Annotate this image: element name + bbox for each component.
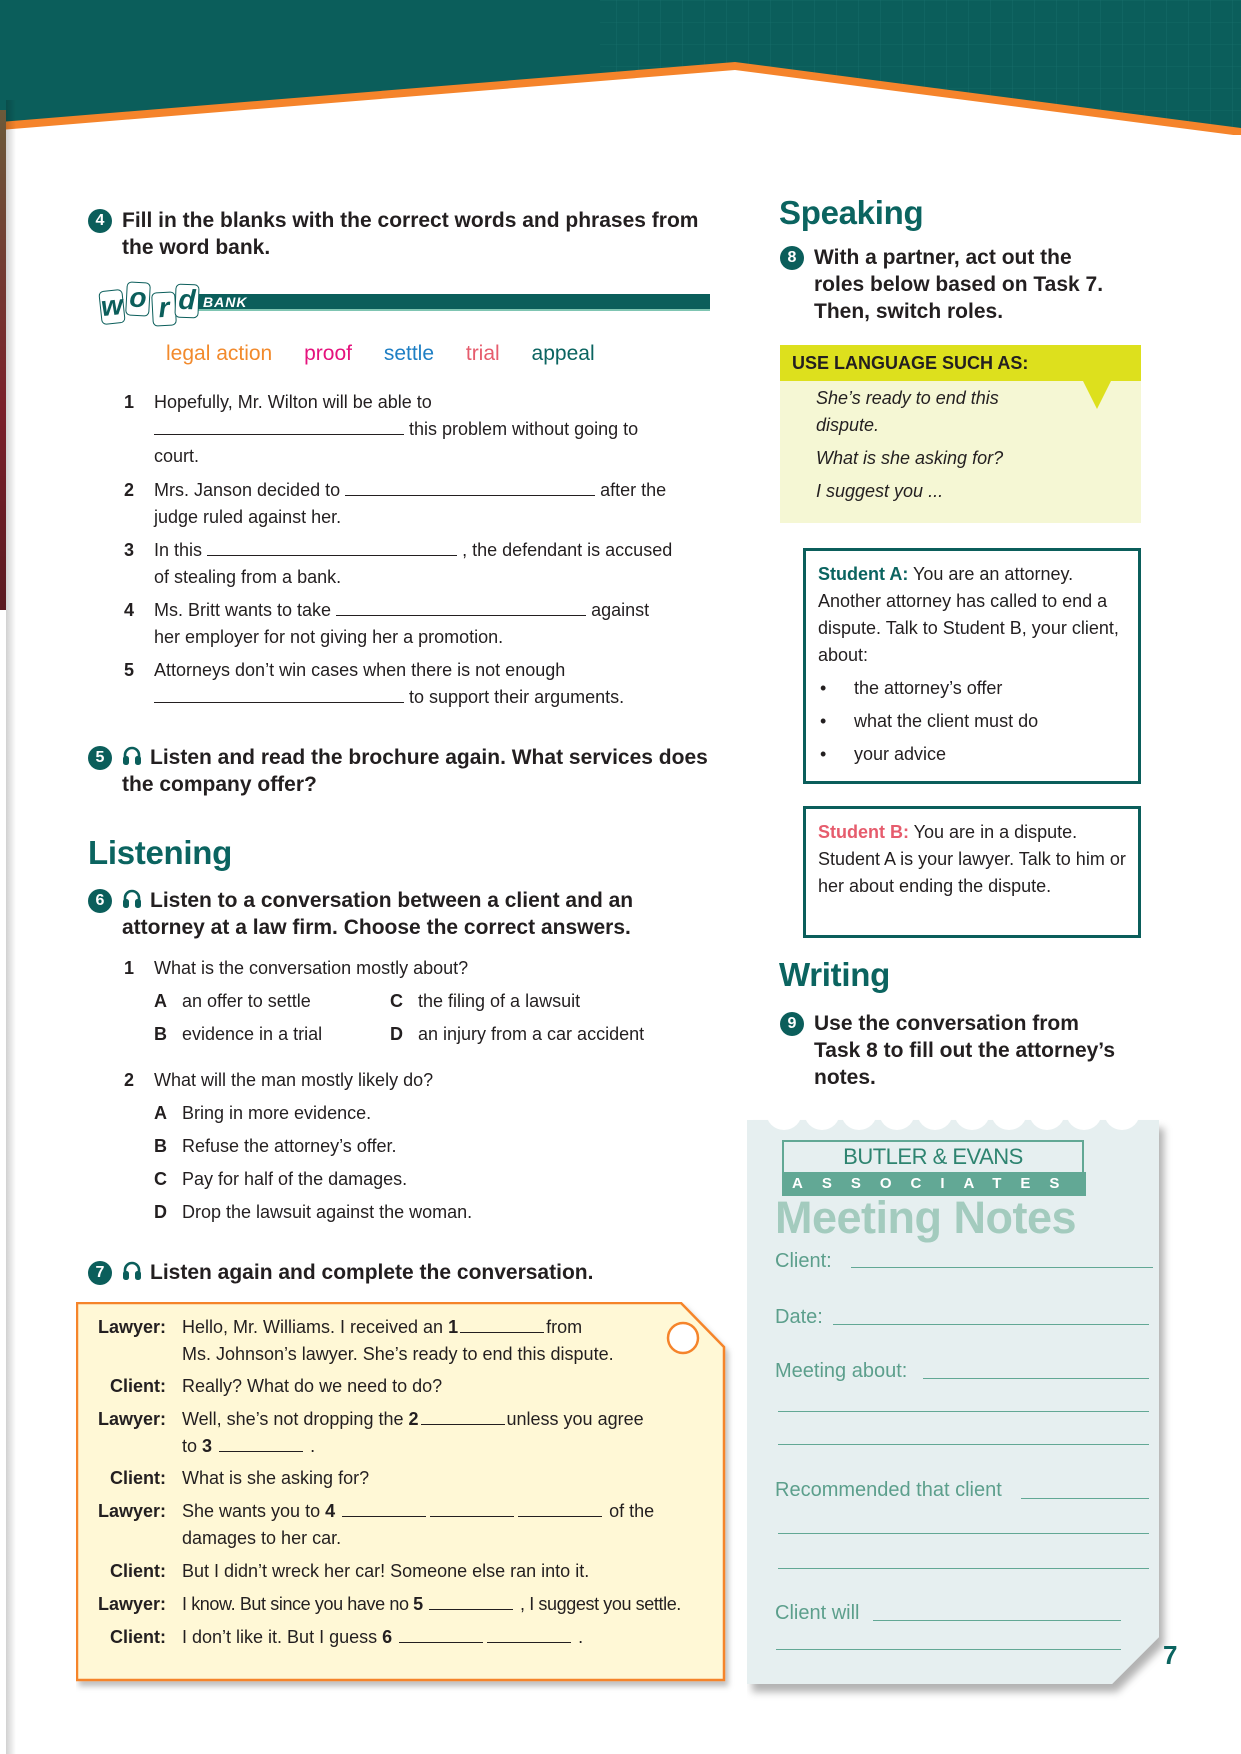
option-letter: D xyxy=(390,1024,403,1044)
client-will-line-2[interactable] xyxy=(776,1649,1121,1650)
answer-blank[interactable] xyxy=(421,1407,505,1425)
task-7-heading xyxy=(88,1259,708,1286)
answer-blank[interactable] xyxy=(219,1434,303,1452)
speaker-label: Lawyer: xyxy=(97,1409,166,1429)
task-5-heading xyxy=(88,744,708,798)
option-letter: A xyxy=(154,1103,167,1123)
fill-in-item xyxy=(124,477,724,531)
answer-blank[interactable] xyxy=(487,1625,571,1643)
meeting-about-line-3[interactable] xyxy=(778,1444,1149,1445)
field-label-date: Date: xyxy=(775,1306,823,1328)
item-text: this problem without going to xyxy=(409,419,639,439)
answer-blank[interactable] xyxy=(429,1592,513,1610)
fill-in-item xyxy=(124,657,724,711)
line-text: . xyxy=(310,1436,316,1456)
language-example: She’s ready to end this xyxy=(816,388,999,408)
option-letter: C xyxy=(154,1169,167,1189)
fill-in-item xyxy=(124,389,724,470)
answer-blank[interactable] xyxy=(399,1625,483,1643)
task-6-heading xyxy=(88,887,708,941)
answer-option[interactable] xyxy=(154,988,311,1015)
item-number: 3 xyxy=(124,540,135,560)
line-text: What is she asking for? xyxy=(182,1468,370,1488)
line-text: I know. But since you have no xyxy=(182,1594,409,1614)
headphones-icon xyxy=(122,745,142,767)
option-text: Drop the lawsuit against the woman. xyxy=(182,1202,473,1222)
line-text: of the xyxy=(609,1501,655,1521)
item-number: 4 xyxy=(124,600,135,620)
meeting-about-line-2[interactable] xyxy=(778,1411,1149,1412)
section-title-speaking: Speaking xyxy=(779,194,924,231)
line-text: Well, she’s not dropping the xyxy=(182,1409,404,1429)
speaker-label: Client: xyxy=(110,1627,166,1647)
word-bank-label: BANK xyxy=(203,294,248,310)
line-text: unless you agree xyxy=(506,1409,644,1429)
item-text: Hopefully, Mr. Wilton will be able to xyxy=(154,392,432,412)
item-text: Attorneys don’t win cases when there is not enough xyxy=(154,660,566,680)
task-instruction: Listen again and complete the conversation. xyxy=(150,1261,594,1284)
notes-title: Meeting Notes xyxy=(775,1192,1077,1243)
student-a-label: Student A: xyxy=(818,564,909,584)
headphones-icon xyxy=(122,888,142,910)
word-bank-word: appeal xyxy=(531,342,595,365)
task-number-badge: 4 xyxy=(88,209,112,233)
option-text: Refuse the attorney’s offer. xyxy=(182,1136,397,1156)
task-8-heading xyxy=(780,244,1120,325)
firm-logo xyxy=(782,1140,1084,1196)
word-bank-words xyxy=(166,342,621,366)
option-text: evidence in a trial xyxy=(182,1024,323,1044)
item-text: of stealing from a bank. xyxy=(154,567,342,587)
blank-number: 4 xyxy=(325,1501,336,1521)
blank-number: 6 xyxy=(382,1627,393,1647)
section-title-listening: Listening xyxy=(88,834,232,871)
question-number: 2 xyxy=(124,1070,135,1090)
line-text: to xyxy=(182,1436,198,1456)
word-bank-word: settle xyxy=(383,342,435,365)
option-letter: B xyxy=(154,1024,167,1044)
question-text: What will the man mostly likely do? xyxy=(154,1070,434,1090)
student-b-card xyxy=(803,806,1141,938)
student-b-label: Student B: xyxy=(818,822,909,842)
answer-blank[interactable] xyxy=(460,1315,544,1333)
option-letter: B xyxy=(154,1136,167,1156)
question-text: What is the conversation mostly about? xyxy=(154,958,469,978)
language-example: dispute. xyxy=(816,415,880,435)
word-bank-tile: w xyxy=(98,289,125,325)
task-instruction: Fill in the blanks with the correct words and phrases from the word bank. xyxy=(122,209,699,259)
item-text: In this xyxy=(154,540,203,560)
word-bank-tile: d xyxy=(174,284,199,319)
item-text: , the defendant is accused xyxy=(462,540,673,560)
task-9-heading xyxy=(780,1010,1130,1091)
question-2 xyxy=(124,1067,724,1094)
line-text: Hello, Mr. Williams. I received an xyxy=(182,1317,444,1337)
item-number: 5 xyxy=(124,660,135,680)
recommended-line-2[interactable] xyxy=(778,1533,1149,1534)
field-label-meeting-about: Meeting about: xyxy=(775,1360,908,1382)
answer-option[interactable] xyxy=(154,1100,371,1127)
speaker-label: Client: xyxy=(110,1468,166,1488)
question-number: 1 xyxy=(124,958,135,978)
item-text: judge ruled against her. xyxy=(154,507,342,527)
speaker-label: Client: xyxy=(110,1376,166,1396)
question-1 xyxy=(124,955,724,982)
speaker-label: Lawyer: xyxy=(97,1317,166,1337)
blank-number: 3 xyxy=(202,1436,213,1456)
meeting-about-field[interactable] xyxy=(923,1378,1149,1379)
item-text: Ms. Britt wants to take xyxy=(154,600,332,620)
line-text: . xyxy=(578,1627,584,1647)
item-text: Mrs. Janson decided to xyxy=(154,480,341,500)
speaker-label: Client: xyxy=(110,1561,166,1581)
option-letter: D xyxy=(154,1202,167,1222)
student-a-text: You are an attorney. Another attorney has called to end a dispute. Talk to Student B, your client, about: xyxy=(818,564,1119,665)
student-a-bullets xyxy=(818,672,1126,771)
line-text: , I suggest you settle. xyxy=(520,1594,681,1614)
item-text: court. xyxy=(154,446,200,466)
firm-name: BUTLER & EVANS xyxy=(782,1140,1084,1174)
option-text: Bring in more evidence. xyxy=(182,1103,372,1123)
task-number-badge: 7 xyxy=(88,1261,112,1285)
word-bank-bar xyxy=(196,294,710,311)
section-title-writing: Writing xyxy=(779,956,890,993)
bullet-item: • what the client must do xyxy=(818,705,1126,738)
bullet-item: • your advice xyxy=(818,738,1126,771)
client-field[interactable] xyxy=(851,1267,1153,1268)
speech-pointer-icon xyxy=(1083,381,1111,409)
line-text: damages to her car. xyxy=(182,1528,342,1548)
word-bank-word: trial xyxy=(465,342,500,365)
word-bank-word: proof xyxy=(304,342,352,365)
answer-option[interactable] xyxy=(154,1199,472,1226)
blank-number: 5 xyxy=(413,1594,423,1614)
task-instruction: With a partner, act out the roles below based on Task 7. Then, switch roles. xyxy=(814,246,1104,323)
line-text: She wants you to xyxy=(182,1501,321,1521)
item-text: to support their arguments. xyxy=(409,687,625,707)
language-example: What is she asking for? xyxy=(816,448,1004,468)
language-box-heading: USE LANGUAGE SUCH AS: xyxy=(780,345,1141,381)
item-text: her employer for not giving her a promotion. xyxy=(154,627,504,647)
header-banner xyxy=(0,0,1241,135)
option-text: Pay for half of the damages. xyxy=(182,1169,408,1189)
firm-subtitle: ASSOCIATES xyxy=(782,1172,1086,1196)
task-number-badge: 6 xyxy=(88,889,112,913)
answer-option[interactable] xyxy=(390,1021,644,1048)
date-field[interactable] xyxy=(833,1324,1149,1325)
item-number: 1 xyxy=(124,392,135,412)
option-text: the filing of a lawsuit xyxy=(418,991,581,1011)
recommended-field[interactable] xyxy=(1021,1498,1149,1499)
task-4-heading xyxy=(88,207,708,261)
option-text: an offer to settle xyxy=(182,991,311,1011)
word-bank-tile: r xyxy=(151,291,177,326)
task-number-badge: 9 xyxy=(780,1012,804,1036)
option-letter: C xyxy=(390,991,403,1011)
language-box xyxy=(780,345,1141,523)
fill-in-item xyxy=(124,537,724,591)
task-instruction: Listen and read the brochure again. What services does the company offer? xyxy=(122,746,708,796)
page-number: 7 xyxy=(1163,1640,1178,1670)
word-bank-tile: o xyxy=(125,281,151,316)
answer-option[interactable] xyxy=(390,988,580,1015)
task-number-badge: 8 xyxy=(780,246,804,270)
answer-blank[interactable] xyxy=(154,417,404,435)
headphones-icon xyxy=(122,1260,142,1282)
task-instruction: Listen to a conversation between a client and an attorney at a law firm. Choose the correct answers. xyxy=(122,889,634,939)
speaker-label: Lawyer: xyxy=(97,1594,166,1614)
task-number-badge: 5 xyxy=(88,746,112,770)
answer-blank[interactable] xyxy=(207,538,457,556)
line-text: from xyxy=(546,1317,583,1337)
recommended-line-3[interactable] xyxy=(778,1568,1149,1569)
bullet-item: • the attorney’s offer xyxy=(818,672,1126,705)
option-text: an injury from a car accident xyxy=(418,1024,645,1044)
field-label-client-will: Client will xyxy=(775,1602,860,1624)
page-binding-shadow xyxy=(6,100,16,1754)
line-text: But I didn’t wreck her car! Someone else ran into it. xyxy=(182,1561,590,1581)
answer-blank[interactable] xyxy=(518,1499,602,1517)
answer-blank[interactable] xyxy=(336,598,586,616)
line-text: Really? What do we need to do? xyxy=(182,1376,443,1396)
line-text: I don’t like it. But I guess xyxy=(182,1627,378,1647)
answer-blank[interactable] xyxy=(430,1499,514,1517)
answer-option[interactable] xyxy=(154,1133,396,1160)
item-text: against xyxy=(591,600,650,620)
field-label-client: Client: xyxy=(775,1250,832,1272)
student-a-card xyxy=(803,548,1141,784)
answer-option[interactable] xyxy=(154,1166,407,1193)
line-text: Ms. Johnson’s lawyer. She’s ready to end this dispute. xyxy=(182,1344,614,1364)
answer-option[interactable] xyxy=(154,1021,322,1048)
item-number: 2 xyxy=(124,480,135,500)
answer-blank[interactable] xyxy=(342,1499,426,1517)
student-b-text: You are in a dispute. Student A is your lawyer. Talk to him or her about ending the dispute. xyxy=(818,822,1126,896)
meeting-notes-card xyxy=(747,1112,1159,1684)
item-text: after the xyxy=(600,480,667,500)
word-bank-word: legal action xyxy=(166,342,273,365)
conversation-box xyxy=(76,1302,725,1682)
speaker-label: Lawyer: xyxy=(97,1501,166,1521)
blank-number: 1 xyxy=(448,1317,459,1337)
answer-blank[interactable] xyxy=(154,685,404,703)
tag-hole-icon xyxy=(668,1323,698,1353)
answer-blank[interactable] xyxy=(345,478,595,496)
client-will-field[interactable] xyxy=(873,1620,1121,1621)
blank-number: 2 xyxy=(408,1409,419,1429)
task-instruction: Use the conversation from Task 8 to fill out the attorney’s notes. xyxy=(814,1012,1116,1089)
fill-in-item xyxy=(124,597,724,651)
option-letter: A xyxy=(154,991,167,1011)
language-example: I suggest you ... xyxy=(816,481,944,501)
field-label-recommended: Recommended that client xyxy=(775,1479,1002,1501)
